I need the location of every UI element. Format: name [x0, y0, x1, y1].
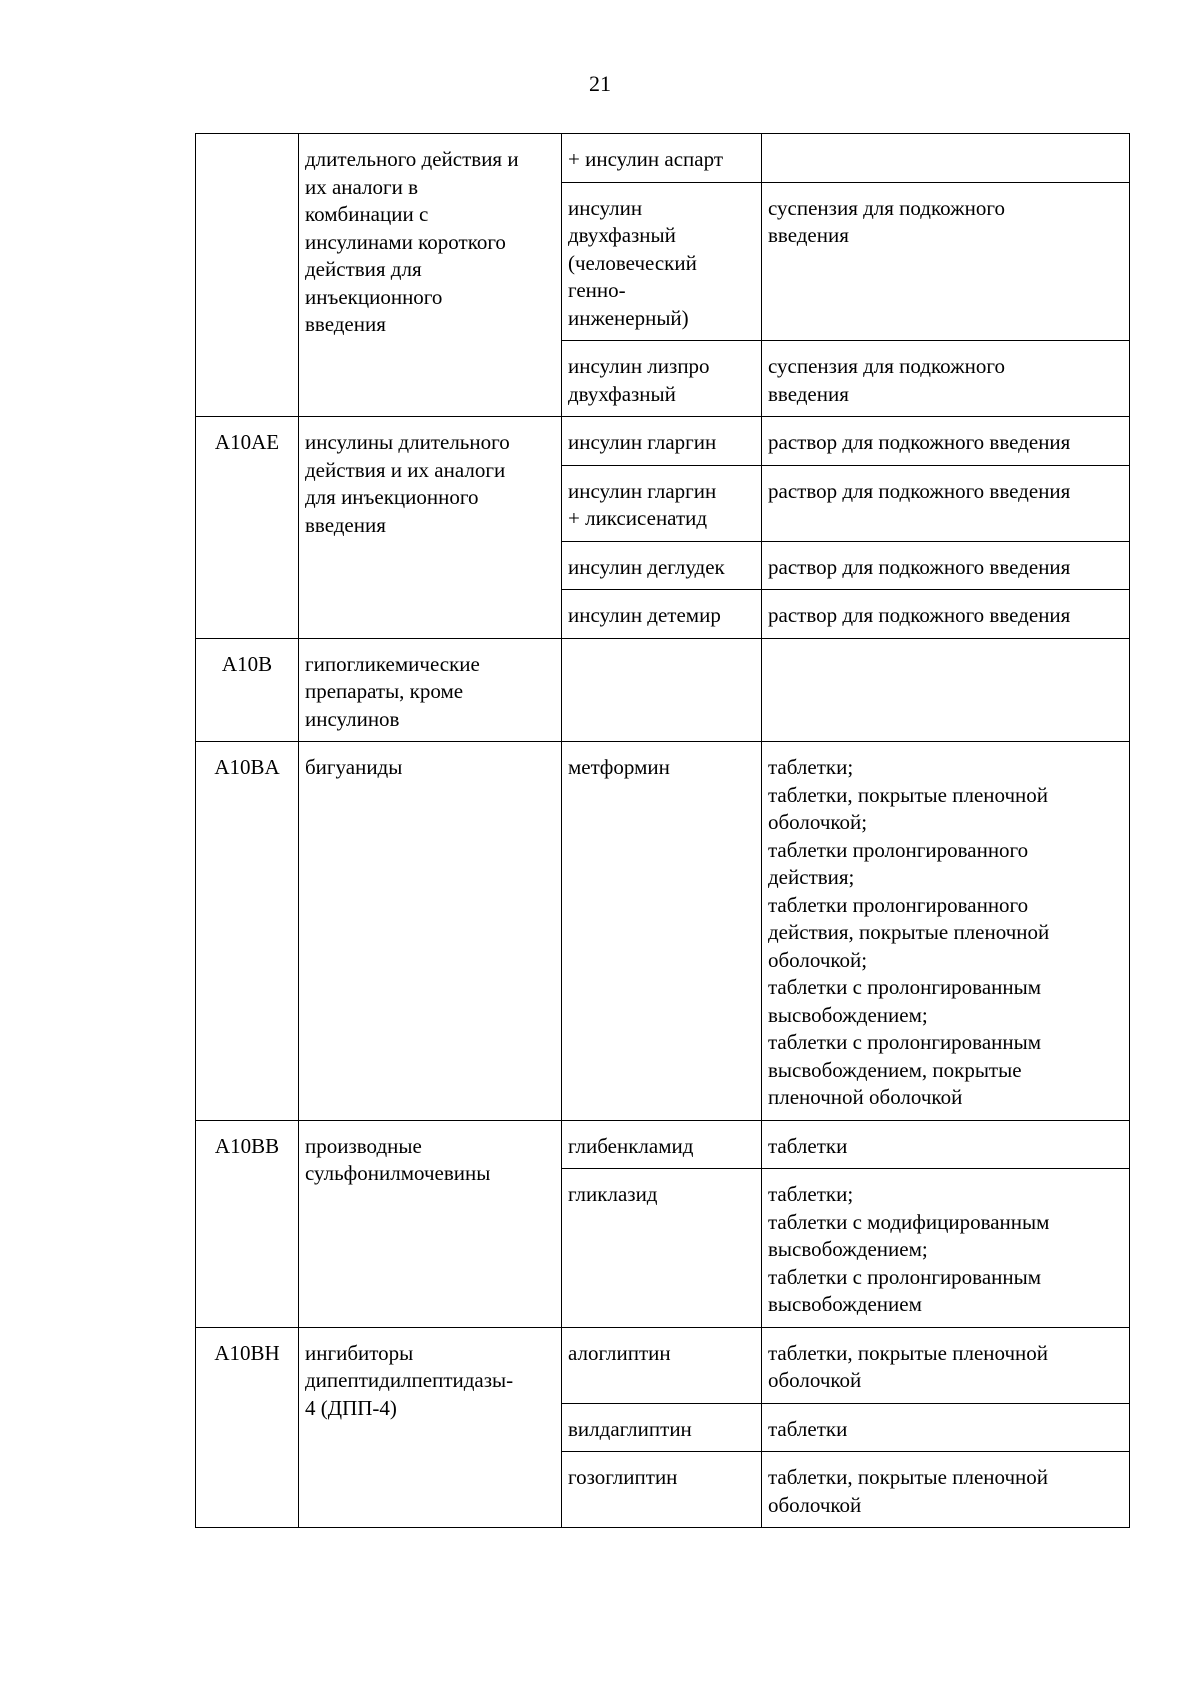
dosage-form-cell [762, 638, 1130, 742]
table-row [196, 638, 1130, 742]
atc-code-cell: A10AE [196, 417, 299, 639]
table-row [196, 742, 1130, 1121]
drug-table-body [196, 134, 1130, 1528]
dosage-form-cell [762, 134, 1130, 183]
table-row [196, 134, 1130, 183]
dosage-form-cell: таблетки; таблетки с модифицированным высвобождением; таблетки с пролонгированным высвобождением [762, 1169, 1130, 1328]
drug-name-cell: вилдаглиптин [562, 1403, 762, 1452]
dosage-form-cell: таблетки [762, 1120, 1130, 1169]
page-number: 21 [589, 71, 611, 96]
dosage-form-cell: раствор для подкожного введения [762, 590, 1130, 639]
drug-name-cell: гозоглиптин [562, 1452, 762, 1528]
drug-name-cell: инсулин лизпро двухфазный [562, 341, 762, 417]
drug-name-cell: инсулин гларгин + ликсисенатид [562, 465, 762, 541]
atc-code-cell: A10B [196, 638, 299, 742]
drug-name-cell: + инсулин аспарт [562, 134, 762, 183]
dosage-form-cell: таблетки; таблетки, покрытые пленочной оболочкой; таблетки пролонгированного действия; таблетки пролонгированного действия, покрытые пленочной оболочкой; таблетки с пролонгированным высвобождением; таблетки с пролонгированным высвобождением, покрытые пленочной оболочкой [762, 742, 1130, 1121]
dosage-form-cell: суспензия для подкожного введения [762, 341, 1130, 417]
dosage-form-cell: суспензия для подкожного введения [762, 182, 1130, 341]
anatomical-group-cell: производные сульфонилмочевины [299, 1120, 562, 1327]
atc-code-cell: A10BB [196, 1120, 299, 1327]
dosage-form-cell: таблетки, покрытые пленочной оболочкой [762, 1327, 1130, 1403]
drug-name-cell: алоглиптин [562, 1327, 762, 1403]
atc-code-cell [196, 134, 299, 417]
anatomical-group-cell: длительного действия и их аналоги в комбинации с инсулинами короткого действия для инъекционного введения [299, 134, 562, 417]
anatomical-group-cell: ингибиторы дипептидилпептидазы- 4 (ДПП-4) [299, 1327, 562, 1528]
table-row [196, 417, 1130, 466]
anatomical-group-cell: бигуаниды [299, 742, 562, 1121]
drug-list-table [195, 133, 1130, 1528]
table-row [196, 1327, 1130, 1403]
atc-code-cell: A10BA [196, 742, 299, 1121]
table-row [196, 1120, 1130, 1169]
drug-name-cell: инсулин гларгин [562, 417, 762, 466]
dosage-form-cell: раствор для подкожного введения [762, 417, 1130, 466]
dosage-form-cell: раствор для подкожного введения [762, 541, 1130, 590]
dosage-form-cell: раствор для подкожного введения [762, 465, 1130, 541]
anatomical-group-cell: гипогликемические препараты, кроме инсулинов [299, 638, 562, 742]
dosage-form-cell: таблетки, покрытые пленочной оболочкой [762, 1452, 1130, 1528]
dosage-form-cell: таблетки [762, 1403, 1130, 1452]
drug-name-cell [562, 638, 762, 742]
atc-code-cell: A10BH [196, 1327, 299, 1528]
drug-name-cell: метформин [562, 742, 762, 1121]
drug-name-cell: инсулин детемир [562, 590, 762, 639]
drug-name-cell: глибенкламид [562, 1120, 762, 1169]
anatomical-group-cell: инсулины длительного действия и их аналоги для инъекционного введения [299, 417, 562, 639]
drug-name-cell: инсулин деглудек [562, 541, 762, 590]
drug-name-cell: гликлазид [562, 1169, 762, 1328]
drug-name-cell: инсулин двухфазный (человеческий генно- инженерный) [562, 182, 762, 341]
